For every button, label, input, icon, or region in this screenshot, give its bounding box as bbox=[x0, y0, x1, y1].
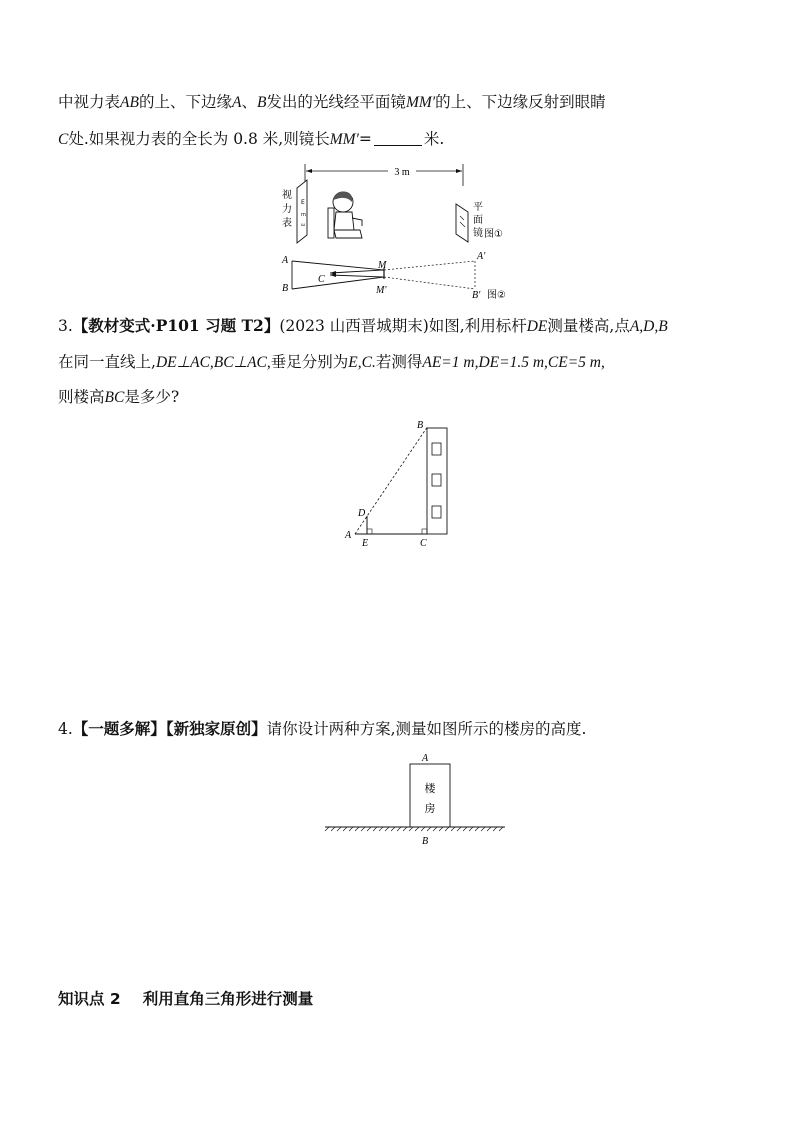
point-B: B bbox=[282, 283, 289, 294]
point-A: A bbox=[422, 753, 429, 764]
svg-text:m: m bbox=[301, 212, 306, 218]
fig1-label: 图① bbox=[484, 229, 503, 240]
problem3-line2: 在同一直线上,DE⊥AC,BC⊥AC,垂足分别为E,C.若测得AE=1 m,DE=1.5 m,CE=5 m, bbox=[58, 353, 605, 371]
figure-building-height bbox=[322, 748, 512, 853]
figure-mirror-eye-chart bbox=[270, 160, 530, 300]
point-D: D bbox=[358, 508, 366, 519]
problem2-line1: 中视力表AB的上、下边缘A、B发出的光线经平面镜MM′的上、下边缘反射到眼睛 bbox=[58, 93, 606, 111]
point-M-prime: M′ bbox=[376, 285, 387, 296]
problem3-line1: 3.【教材变式·P101 习题 T2】(2023 山西晋城期末)如图,利用标杆DE测量楼高,点A,D,B bbox=[58, 316, 668, 335]
point-E: E bbox=[362, 538, 369, 549]
eye-chart-letters: E bbox=[301, 199, 305, 206]
point-C: C bbox=[318, 274, 325, 285]
section-title: 利用直角三角形进行测量 bbox=[142, 990, 314, 1008]
problem4-line: 4.【一题多解】【新独家原创】请你设计两种方案,测量如图所示的楼房的高度. bbox=[58, 719, 587, 738]
point-A-prime: A′ bbox=[477, 251, 486, 262]
eye-chart-label: 视力表 bbox=[282, 190, 292, 229]
problem3-line3: 则楼高BC是多少? bbox=[58, 388, 180, 406]
point-M: M bbox=[378, 260, 387, 271]
figure-building-pole bbox=[340, 415, 460, 550]
point-B: B bbox=[417, 420, 424, 431]
fig2-label: 图② bbox=[487, 290, 506, 300]
point-C: C bbox=[420, 538, 427, 549]
answer-blank bbox=[374, 129, 422, 146]
mirror-label: 平面镜 bbox=[473, 202, 483, 239]
building-label: 楼房 bbox=[424, 782, 436, 815]
mirror-icon bbox=[456, 204, 468, 242]
building-icon bbox=[410, 764, 450, 827]
point-B: B bbox=[422, 836, 429, 847]
ground-hatching bbox=[325, 827, 503, 831]
point-B-prime: B′ bbox=[472, 290, 481, 300]
dimension-label: 3 m bbox=[394, 167, 410, 178]
problem2-line2: C处.如果视力表的全长为 0.8 米,则镜长MM′= 米. bbox=[58, 130, 445, 148]
section-heading bbox=[58, 987, 313, 1009]
svg-text:ɯ: ɯ bbox=[301, 222, 305, 227]
section-label: 知识点 2 bbox=[58, 990, 121, 1008]
point-A: A bbox=[282, 255, 289, 266]
person-icon bbox=[328, 192, 362, 238]
point-A: A bbox=[345, 530, 352, 541]
